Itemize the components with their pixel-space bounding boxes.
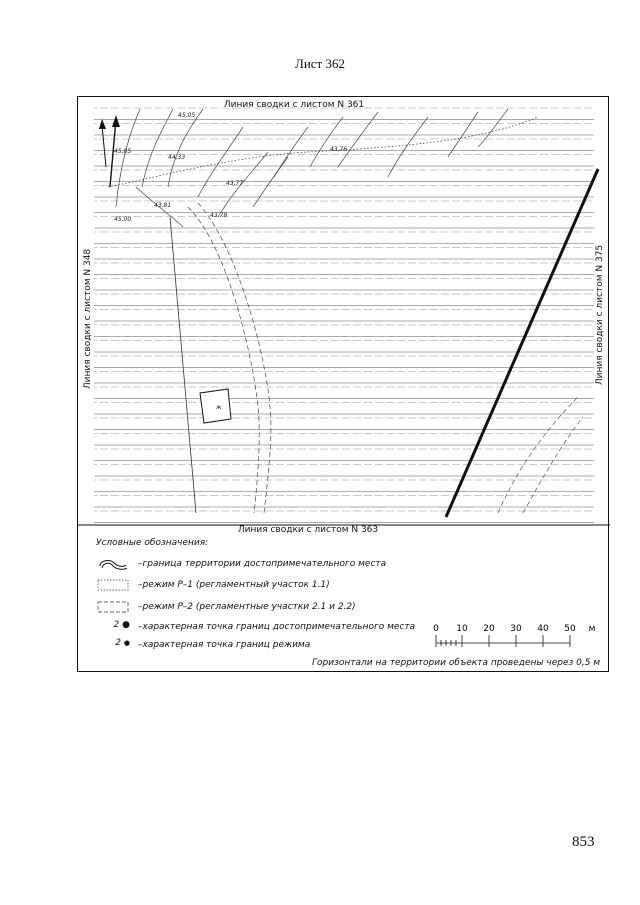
legend-text: –характерная точка границ достопримечательного места [138,622,416,632]
boundary-loop-icon [96,557,134,571]
regime-p1-icon [96,578,134,592]
left-edge-label: Линия сводки с листом N 348 [83,248,93,390]
legend-item [96,600,356,614]
contour-note: Горизонтали на территории объекта проведены через 0,5 м [312,658,601,668]
legend-text: –граница территории достопримечательного места [138,559,387,569]
legend-item [96,578,330,592]
scale-tick-label: 30 [510,624,522,634]
scale-unit: м [588,624,596,634]
regime-p2-icon [96,600,134,614]
elevation-label: 45,05 [114,148,132,155]
scale-ruler [436,635,570,647]
legend-item [96,557,386,571]
scale-tick-label: 0 [433,624,439,634]
legend-item [96,620,415,634]
marker-number: 2 [113,620,120,630]
elevation-label: 45,05 [178,112,196,119]
top-edge-label: Линия сводки с листом N 361 [223,100,365,110]
regime-point-marker [96,638,134,652]
scale-bar [432,621,608,656]
scale-tick-label: 40 [537,624,549,634]
dot-icon: ● [123,639,130,647]
dot-icon: ● [122,620,130,630]
legend-title: Условные обозначения: [96,538,209,548]
elevation-label: 45,00 [114,216,132,223]
scale-tick-label: 20 [483,624,495,634]
scale-tick-label: 50 [564,624,576,634]
legend-text: –режим Р–2 (регламентные участки 2.1 и 2.2) [138,602,356,612]
elevation-label: 43,79 [210,212,228,219]
marker-number: 2 [115,638,122,648]
elevation-label: 44,33 [168,154,186,161]
regime-hatch-area [94,107,594,523]
building-label: ж [216,404,222,411]
elevation-label: 43,76 [330,146,348,153]
bottom-edge-label: Линия сводки с листом N 363 [237,525,379,535]
page-number: 853 [572,834,595,850]
legend-text: –характерная точка границ режима [138,640,311,650]
boundary-point-marker [96,620,134,634]
sheet-title: Лист 362 [295,56,345,71]
legend-text: –режим Р–1 (регламентный участок 1.1) [138,580,330,590]
elevation-label: 43,77 [226,180,244,187]
elevation-label: 43,81 [154,202,172,209]
right-edge-label: Линия сводки с листом N 375 [595,244,605,386]
legend-item [96,638,310,652]
scale-tick-label: 10 [456,624,468,634]
